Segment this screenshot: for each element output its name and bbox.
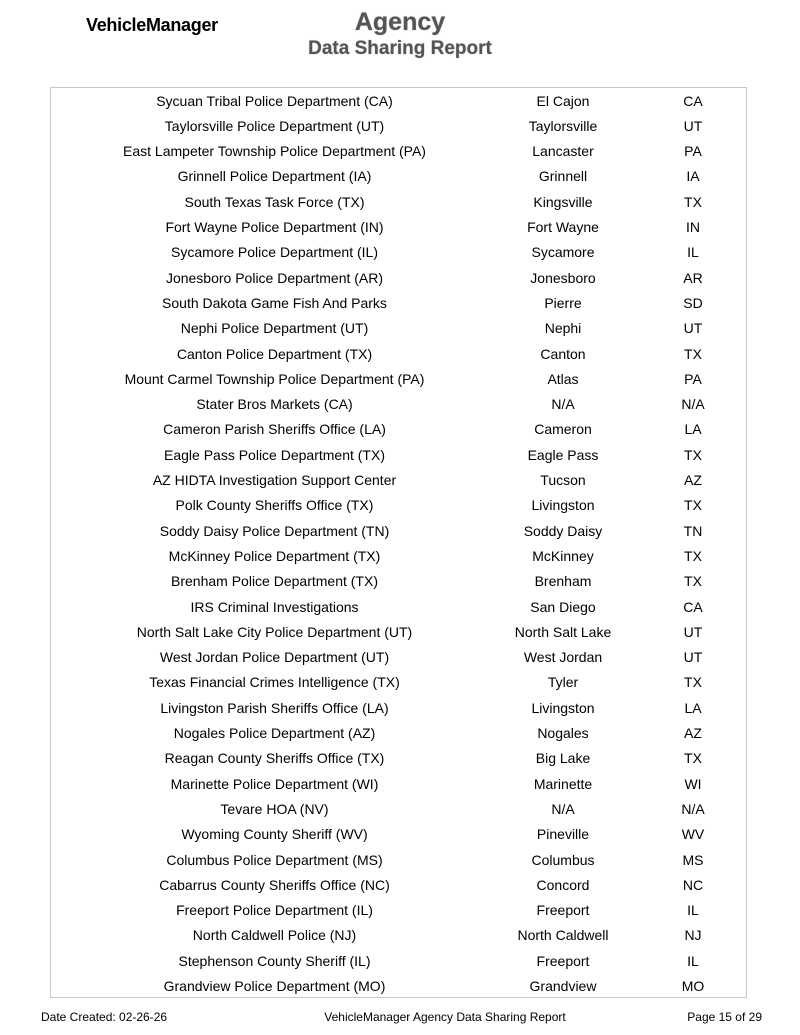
table-row [51,696,746,721]
city-cell: Columbus [531,851,595,868]
agency-cell: Brenham Police Department (TX) [171,573,378,590]
table-row [51,949,746,974]
table-row [51,89,746,114]
agency-cell: Canton Police Department (TX) [176,345,373,362]
state-cell: TX [684,345,702,362]
state-cell: TX [684,674,702,691]
state-cell: N/A [681,396,705,413]
state-cell: AZ [684,725,702,741]
state-cell: NJ [684,927,702,944]
report-title-line1: Agency [354,8,446,36]
agency-cell: North Salt Lake City Police Department (UT) [136,623,413,640]
agency-cell: Polk County Sheriffs Office (TX) [175,497,374,514]
footer-page-number: Page 15 of 29 [687,1010,762,1024]
city-cell: Concord [536,876,590,893]
state-cell: WV [681,826,705,843]
city-cell: N/A [551,800,575,817]
city-cell: Soddy Daisy [523,522,603,539]
table-row [51,620,746,645]
city-cell: Canton [540,345,586,362]
agency-cell: Grinnell Police Department (IA) [177,168,372,185]
city-cell: Livingston [531,699,595,716]
table-row [51,367,746,392]
city-cell: Freeport [536,902,590,919]
agency-cell: Nephi Police Department (UT) [180,320,369,337]
state-cell: SD [683,294,703,311]
agency-cell: Stater Bros Markets (CA) [196,396,353,413]
city-cell: West Jordan [523,649,603,666]
table-row [51,190,746,215]
state-cell: N/A [681,800,705,817]
city-cell: Taylorsville [528,117,598,134]
state-cell: LA [684,421,702,438]
table-row [51,772,746,797]
city-cell: McKinney [532,547,594,564]
state-cell: PA [684,370,702,387]
city-cell: Tucson [540,472,586,488]
table-row [51,291,746,316]
city-cell: Kingsville [533,193,593,210]
agency-cell: South Texas Task Force (TX) [184,193,365,210]
state-cell: UT [683,649,703,666]
agency-cell: South Dakota Game Fish And Parks [162,294,387,311]
agency-cell: Livingston Parish Sheriffs Office (LA) [160,699,389,716]
agency-cell: East Lampeter Township Police Department (PA) [123,143,426,160]
state-cell: TX [684,193,702,210]
city-cell: El Cajon [536,92,590,109]
agency-cell: Sycuan Tribal Police Department (CA) [156,92,393,109]
state-cell: TX [684,446,702,463]
table-row [51,519,746,544]
table-row [51,392,746,417]
agency-cell: Reagan County Sheriffs Office (TX) [164,750,385,767]
state-cell: MO [681,978,705,994]
table-row [51,342,746,367]
city-cell: Cameron [534,421,592,438]
agency-cell: Mount Carmel Township Police Department (PA) [124,370,425,387]
state-cell: IA [686,168,700,185]
state-cell: NC [682,876,704,893]
agency-cell: Tevare HOA (NV) [220,800,329,817]
state-cell: LA [684,699,702,716]
state-cell: PA [684,143,702,160]
table-row [51,797,746,822]
agency-cell: Freeport Police Department (IL) [176,902,373,919]
state-cell: WI [684,775,702,792]
city-cell: Jonesboro [530,269,596,286]
city-cell: N/A [551,396,575,413]
agency-cell: Jonesboro Police Department (AR) [165,269,384,286]
table-row [51,923,746,948]
city-cell: Brenham [534,573,592,590]
table-row [51,974,746,999]
table-row [51,443,746,468]
city-cell: Pierre [544,294,582,311]
city-cell: San Diego [530,598,596,615]
state-cell: TX [684,573,702,590]
table-row [51,873,746,898]
city-cell: Fort Wayne [527,219,599,235]
state-cell: CA [683,598,703,615]
agency-cell: Cameron Parish Sheriffs Office (LA) [163,421,386,438]
city-cell: Grinnell [538,168,588,185]
agency-cell: Soddy Daisy Police Department (TN) [159,522,390,539]
agency-table [50,87,747,998]
city-cell: Tyler [547,674,579,691]
city-cell: Atlas [547,370,579,387]
table-row [51,746,746,771]
state-cell: UT [683,623,703,640]
table-row [51,266,746,291]
city-cell: Big Lake [535,750,591,767]
agency-cell: Sycamore Police Department (IL) [171,244,378,261]
city-cell: Nephi [544,320,582,337]
agency-cell: IRS Criminal Investigations [190,598,359,615]
city-cell: Eagle Pass [527,446,599,463]
table-row [51,569,746,594]
footer-date-created: Date Created: 02-26-26 [41,1010,168,1024]
agency-cell: Fort Wayne Police Department (IN) [165,219,384,235]
table-row [51,316,746,341]
state-cell: CA [683,92,703,109]
state-cell: AZ [684,472,702,488]
state-cell: TX [684,547,702,564]
footer-report-name: VehicleManager Agency Data Sharing Report [324,1010,566,1024]
table-row [51,595,746,620]
agency-cell: Cabarrus County Sheriffs Office (NC) [159,876,390,893]
agency-cell: Columbus Police Department (MS) [166,851,383,868]
agency-cell: Grandview Police Department (MO) [163,978,386,994]
state-cell: TN [683,522,703,539]
state-cell: IL [687,902,699,919]
table-row [51,670,746,695]
agency-cell: North Caldwell Police (NJ) [192,927,357,944]
state-cell: IL [687,244,699,261]
agency-cell: Stephenson County Sheriff (IL) [178,952,371,969]
city-cell: Nogales [537,725,589,741]
agency-cell: AZ HIDTA Investigation Support Center [152,472,397,488]
table-row [51,417,746,442]
table-row [51,848,746,873]
table-row [51,645,746,670]
agency-cell: Nogales Police Department (AZ) [173,725,376,741]
state-cell: IL [687,952,699,969]
agency-cell: West Jordan Police Department (UT) [159,649,390,666]
report-title-line2: Data Sharing Report [308,38,492,59]
state-cell: AR [683,269,703,286]
table-row [51,721,746,746]
agency-cell: Texas Financial Crimes Intelligence (TX) [149,674,400,691]
city-cell: North Caldwell [517,927,609,944]
table-row [51,898,746,923]
table-row [51,493,746,518]
city-cell: Pineville [536,826,590,843]
table-row [51,114,746,139]
state-cell: UT [683,117,703,134]
agency-cell: Wyoming County Sheriff (WV) [181,826,368,843]
state-cell: TX [684,750,702,767]
table-row [51,139,746,164]
agency-cell: Eagle Pass Police Department (TX) [164,446,385,463]
city-cell: Freeport [536,952,590,969]
table-row [51,240,746,265]
city-cell: Grandview [529,978,597,994]
table-row [51,822,746,847]
state-cell: UT [683,320,703,337]
state-cell: MS [682,851,704,868]
agency-cell: McKinney Police Department (TX) [168,547,381,564]
table-row [51,468,746,493]
city-cell: Sycamore [531,244,595,261]
table-row [51,215,746,240]
city-cell: Marinette [533,775,593,792]
brand-name: VehicleManager [86,15,218,35]
city-cell: Livingston [531,497,595,514]
state-cell: IN [686,219,700,235]
table-row [51,544,746,569]
agency-cell: Marinette Police Department (WI) [170,775,379,792]
city-cell: Lancaster [532,143,594,160]
state-cell: TX [684,497,702,514]
agency-cell: Taylorsville Police Department (UT) [164,117,385,134]
table-row [51,164,746,189]
city-cell: North Salt Lake [514,623,612,640]
